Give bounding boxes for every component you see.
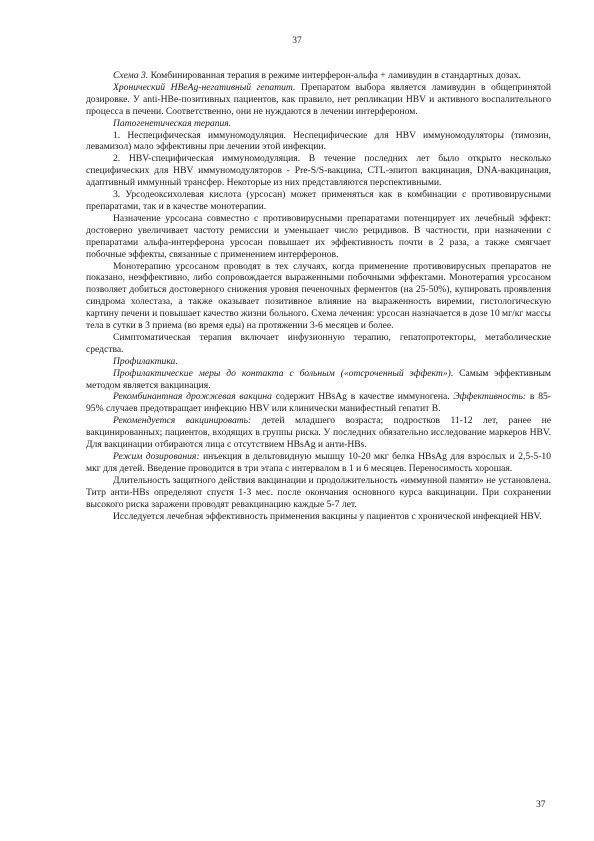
list-item-3: 3. Урсодеоксихолевая кислота (урсосан) может применяться как в комбинации с противовирусными препаратами, так и в качестве монотерапии. bbox=[86, 189, 551, 212]
paragraph-duration: Длительность защитного действия вакцинации и продолжительность «иммунной памяти» не установлена. Титр анти-HBs определяют спустя 1-3 мес. после окончания основного курса вакцинации. При сохранении высокого риска заражени проводят ревакцинацию каждые 5-7 лет. bbox=[86, 474, 551, 510]
dosing-text: инъекция в дельтовидную мышцу 10-20 мкг белка HBsAg для взрослых и 2,5-5-10 мкг для детей. Введение проводится в три этапа с интервалом в 1 и 6 месяцев. Переносимость хорошая. bbox=[86, 451, 551, 474]
heading-pathogenetic-therapy bbox=[86, 118, 551, 130]
list-item-1: 1. Неспецифическая иммуномодуляция. Неспецифические для HBV иммуномодуляторы (тимозин, левамизол) мало эффективны при лечении этой инфекции. bbox=[86, 129, 551, 153]
recommended-text: детей младшего возраста; подростков 11-12 лет, ранее не вакцинированных; пациентов, входящих в группы риска. У последних обязательно исследование маркеров HBV. Для вакцинации отбираются лица с отсутствием HBsAg и анти-HBs. bbox=[86, 415, 551, 451]
chronic-hepatitis-text: Препаратом выбора является ламивудин в общепринятой дозировке. У anti-HBe-позитивных пациентов, как правило, нет репликации HBV и активного воспалительного процесса в печени. Соответственно, они не нуждаются в лечении интерфероном. bbox=[86, 81, 551, 117]
paragraph-chronic-hepatitis bbox=[86, 82, 551, 118]
chronic-hepatitis-heading: Хронический HBeAg-негативный гепатит. bbox=[113, 81, 296, 93]
page-number-bottom: 37 bbox=[536, 800, 546, 810]
paragraph-research: Исследуется лечебная эффективность применения вакцины у пациентов с хронической инфекцией HBV. bbox=[113, 510, 542, 522]
list-item-2: 2. HBV-специфическая иммуномодуляция. В течение последних лет было открыто несколько специфических для HBV иммуномодуляторов - Pre-S/S-вакцина, CTL-эпитоп вакцинация, DNA-вакцинация, адаптивный иммунный трансфер. Некоторые из них представляются перспективными. bbox=[86, 153, 551, 189]
paragraph-recombinant-vaccine bbox=[86, 391, 551, 415]
heading-prophylaxis bbox=[86, 356, 551, 368]
vaccine-text: содержит HBsAg в качестве иммуногена. bbox=[271, 391, 454, 403]
paragraph-dosing bbox=[86, 451, 551, 475]
efficacy-label: Эффективность: bbox=[453, 391, 527, 403]
vaccine-heading: Рекомбинантная дрожжевая вакцина bbox=[113, 391, 272, 403]
paragraph-scheme-3 bbox=[86, 70, 551, 82]
scheme-3-heading: Схема 3. bbox=[113, 70, 149, 81]
recommended-heading: Рекомендуется вакцинировать: bbox=[113, 415, 252, 427]
pathogenetic-therapy-title: Патогенетическая терапия. bbox=[113, 117, 232, 129]
preventive-measures-text: Самым эффективным методом является вакцинация. bbox=[86, 367, 551, 391]
efficacy-text: в 85-95% случаев предотвращает инфекцию HBV или клинически манифестный гепатит B. bbox=[86, 391, 551, 415]
paragraph-preventive-measures bbox=[86, 368, 551, 392]
prophylaxis-title: Профилактика. bbox=[113, 355, 178, 367]
preventive-measures-heading: Профилактические меры до контакта с больным («отсроченный эффект»). bbox=[113, 367, 454, 379]
paragraph-symptomatic-therapy: Симптоматическая терапия включает инфузионную терапию, гепатопротекторы, метаболические средства. bbox=[86, 331, 551, 355]
paragraph-recommended bbox=[86, 415, 551, 451]
dosing-heading: Режим дозирования: bbox=[113, 451, 200, 462]
scheme-3-text: Комбинированная терапия в режиме интерферон-альфа + ламивудин в стандартных дозах. bbox=[148, 70, 521, 81]
paragraph-ursosan-combination: Назначение урсосана совместно с противовирусными препаратами потенцирует их лечебный эффект: достоверно увеличивает частоту ремиссии и уменьшает число рецидивов. В частности, при назначении с препаратами альфа-интерферона урсосан повышает их эффективность почти в 2 раза, а также смягчает побочные эффекты, связанные с применением интерферонов. bbox=[86, 212, 551, 260]
document-body bbox=[86, 70, 551, 522]
paragraph-ursosan-monotherapy: Монотерапию урсосаном проводят в тех случаях, когда применение противовирусных препаратов не показано, неэффективно, либо сопровождается выраженными побочными эффектами. Монотерапия урсосаном позволяет добиться достоверного снижения уровня печеночных ферментов (на 25-50%), купировать проявления синдрома холестаза, а также оказывает позитивное влияние на выраженность виремии, гистологическую картину печени и повышает качество жизни больного. Схема лечения: урсосан назначается в дозе 10 мг/кг массы тела в сутки в 3 приема (во время еды) на протяжении 3-6 месяцев и более. bbox=[86, 260, 551, 332]
page-number-top: 37 bbox=[292, 36, 302, 46]
